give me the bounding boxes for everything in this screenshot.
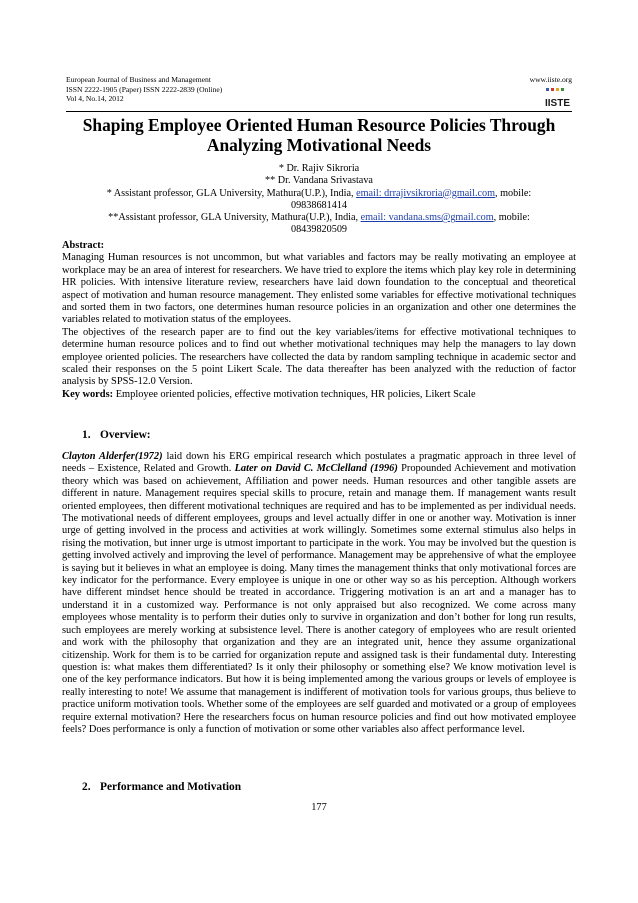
abstract-paragraph-2: The objectives of the research paper are to find out the key variables/items for effective motivational techniques to determine human resource polices and to find out whether motivational techniques may help the managers to lay down employee oriented policies. The researchers have collected the data by random sampling technique in academic sector and scaled their responses on the 5 point Likert Scale. The data thereafter has been analyzed with the reduction of factor analysis by SPSS-12.0 Version. bbox=[62, 326, 576, 388]
citation-mcclelland: Later on David C. McClelland (1996) bbox=[234, 463, 398, 475]
phone-1: 09838681414 bbox=[290, 199, 348, 211]
section-1-body: Clayton Alderfer(1972) laid down his ERG empirical research which postulates a pragmatic approach in three level of needs – Existence, Related and Growth. Later on David C. McClelland (1996) Propounded Achievement and motivation theory which was based on achievement, Affiliation and power needs. Human resources and other tangible assets are different in nature. Management requires special skills to procure, retain and manage them. If management wants result oriented employees, then different motivational techniques are required and has to be implemented as per individual needs. The motivational needs of different employees, groups and level actually differ in one or another way. Motivation is inner urge of getting involved in the process and activities at work willingly. Sometimes some external stimulus also helps in rising the motivation, but inner urge is utmost important to participate in the work. You may be involved but the question is getting involved actively and improving the level of performance. Management may be apprehensive of what the employee is saying but it believes in what an employee is doing. Many times the management thinks that only motivational forces are key indicator for the performance. Every employee is unique in one or other way so as his perception. Although workers have different mindset hence should be treated in accordance. Triggering motivation is an art and a manager has to understand it in a customized way. Performance is not only appraised but also recognized. We come across many employees whose mentality is to perform their duties only to survive in organization and don’t bother for long run results, such employees are merely working at subsistence level. There is another category of employees who are result oriented and work with the philosophy that organization and they are an integrated unit, hence they assume organizational citizenship. Work for them is to be carried for organization repute and assigned task is their fundamental duty. Interesting question is: what makes them differentiated? Is it only their philosophy or something else? We know motivation level is one of the key performance indicators. But how it is being implemented among the various groups or levels of employee is really interesting to note! We assume that management is indifferent of motivation tools for various groups, thus believe to practice uniform motivation tools. Whether some of the employees are self guarded and motivated or a group of employees require external motivation? Here the researchers focus on human resource policies and find out how motivated employee feels? Does performance is only a function of motivation or some other variables also affect performance level. bbox=[62, 451, 576, 735]
header-rule bbox=[66, 111, 572, 112]
author-2: ** Dr. Vandana Srivastava bbox=[265, 175, 373, 187]
journal-volume: Vol 4, No.14, 2012 bbox=[66, 94, 124, 104]
abstract bbox=[62, 240, 576, 401]
email-link-2[interactable]: email: vandana.sms@gmail.com bbox=[360, 212, 494, 224]
abstract-paragraph-1: Managing Human resources is not uncommon, but what variables and factors may be really motivating an employee at workplace may be an area of interest for researchers. We have tried to explore the items which play key role in determining HR policies. With intensive literature review, researchers have laid down foundation to the conceptual and theoretical aspect of motivation and human resource management. They enlisted some variables for effective motivational techniques and sorted them in two factors, one determines human resource policies in an organization and other one determines the variables related to motivation status of the employees. bbox=[62, 252, 576, 326]
title-line-2: Analyzing Motivational Needs bbox=[206, 134, 432, 155]
journal-website: www.iiste.org bbox=[529, 75, 572, 84]
author-block bbox=[66, 163, 572, 237]
section-1-heading: 1. Overview: bbox=[82, 429, 151, 441]
page-number: 177 bbox=[311, 802, 327, 813]
keywords-label: Key words: bbox=[62, 388, 114, 400]
abstract-label: Abstract: bbox=[62, 240, 105, 251]
section-2-heading: 2. Performance and Motivation bbox=[82, 781, 242, 793]
journal-header bbox=[66, 75, 222, 104]
affiliation-2: **Assistant professor, GLA University, Mathura(U.P.), India, email: vandana.sms@gmail.com, mobile: bbox=[108, 212, 530, 224]
email-link-1[interactable]: email: drrajivsikroria@gmail.com bbox=[356, 187, 496, 199]
affiliation-1: * Assistant professor, GLA University, Mathura(U.P.), India, email: drrajivsikroria@gmail.com, mobile: bbox=[106, 187, 532, 199]
author-1: * Dr. Rajiv Sikroria bbox=[278, 163, 360, 174]
phone-2: 08439820509 bbox=[290, 224, 348, 236]
iiste-logo bbox=[544, 87, 572, 109]
journal-name: European Journal of Business and Management bbox=[66, 75, 211, 84]
title-line-1: Shaping Employee Oriented Human Resource Policies Through bbox=[82, 115, 556, 135]
keywords: Key words: Employee oriented policies, effective motivation techniques, HR policies, Likert Scale bbox=[62, 388, 476, 400]
svg-text:IISTE: IISTE bbox=[545, 98, 571, 109]
journal-issn: ISSN 2222-1905 (Paper) ISSN 2222-2839 (Online) bbox=[66, 84, 223, 94]
paper-title bbox=[70, 116, 568, 155]
citation-alderfer: Clayton Alderfer(1972) bbox=[62, 451, 163, 462]
